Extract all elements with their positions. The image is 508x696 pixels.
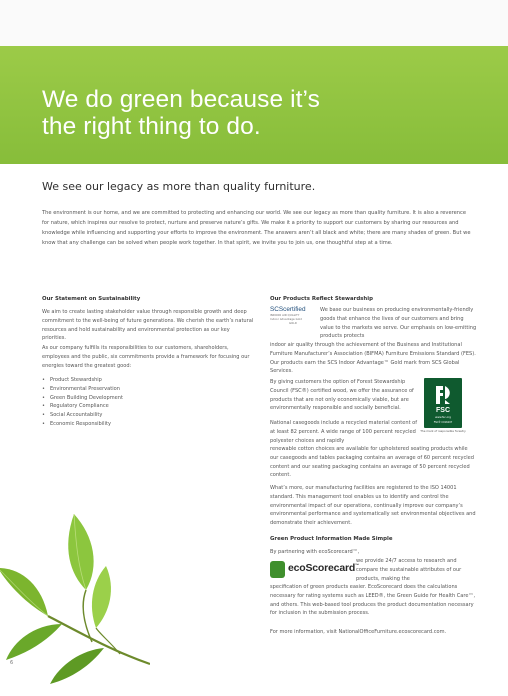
banner-line-1: We do green because it’s (42, 86, 320, 113)
banner-headline (42, 86, 482, 140)
scs-certified-logo (270, 306, 316, 324)
commitments-list (42, 376, 123, 429)
list-item: • Social Accountability (42, 411, 123, 420)
ecoscorecard-paragraph-b: we provide 24/7 access to research and compare the sustainable attributes of our products, making the (356, 558, 462, 582)
list-item: • Economic Responsibility (42, 420, 123, 429)
ecoscorecard-paragraph-a: By partnering with ecoScorecard™, (270, 549, 360, 555)
list-item: • Environmental Preservation (42, 385, 123, 394)
banner-line-2: the right thing to do. (42, 113, 261, 140)
list-item: • Green Building Development (42, 394, 123, 403)
page-number: 6 (10, 660, 14, 666)
sustainability-heading: Our Statement on Sustainability (42, 296, 141, 302)
scs-line-2: Indoor Advantage Gold (270, 318, 303, 321)
stewardship-paragraph-1b: indoor air quality through the achievement of the Business and Institutional Furniture Manufacturer’s Association (BIFMA) Furniture Emissions Standard (FES). Our products earn the SCS Indoor Advantage™ Gold mark from SCS Global Services. (270, 342, 476, 375)
list-item: • Product Stewardship (42, 376, 123, 385)
recycled-paragraph-b: renewable cotton choices are available for upholstered seating products while our casegoods and tables packaging contains an average of 60 percent recycled content and our seating packaging contains an average of 50 percent recycled content. (270, 446, 474, 479)
ecoscorecard-badge-icon (270, 561, 285, 578)
more-info-link[interactable]: For more information, visit NationalOfficeFurniture.ecoscorecard.com. (270, 629, 447, 635)
ecoscorecard-wordmark: ecoScorecard™ (288, 562, 359, 574)
stewardship-heading: Our Products Reflect Stewardship (270, 296, 373, 302)
lead-heading: We see our legacy as more than quality furniture. (42, 180, 316, 193)
stewardship-paragraph-1a: We base our business on producing environmentally-friendly goods that enhance the lives of our customers and bring value to the markets we serve. Our emphasis on low-emitting products protects (320, 307, 477, 340)
top-margin (0, 0, 508, 46)
scs-brand-mark: SCScertified (270, 306, 306, 313)
leaf-branch-illustration (0, 456, 150, 696)
iso-paragraph: What’s more, our manufacturing facilities are registered to the ISO 14001 standard. This management tool enables us to identify and control the environmental impact of our operations, continually improve our company’s environmental performance and systematically set environmental objectives and demonstrate their achievement. (270, 485, 476, 527)
ecoscorecard-logo (270, 560, 359, 580)
scs-line-3: GOLD (289, 322, 297, 325)
recycled-paragraph-a: National casegoods include a recycled material content of at least 82 percent. A wide range of 100 percent recycled polyester choices and rapidly (270, 420, 418, 444)
fsc-tree-icon (433, 384, 453, 406)
fsc-logo (424, 378, 462, 428)
fsc-caption: The mark of responsible forestry (420, 429, 466, 433)
ecoscorecard-paragraph-c: specification of green products easier. EcoScorecard does the calculations necessary for rating systems such as LEED®, the Green Guide for Health Care™, and others. This web-based tool produces the product documentation necessary for inclusion in the submission process. (270, 584, 476, 617)
list-item: • Regulatory Compliance (42, 402, 123, 411)
sustainability-paragraph-2: As our company fulfills its responsibilities to our customers, shareholders, employees and the public, six commitments provide a framework for focusing our energies toward the greatest good: (42, 345, 250, 369)
sustainability-paragraph-1: We aim to create lasting stakeholder value through responsible growth and deep commitment to the well-being of future generations. We cherish the earth’s natural resources and hold sustainability and environmental protection as our key priorities. (42, 309, 254, 342)
fsc-code: FSC® C016207 (433, 421, 453, 424)
fsc-site: www.fsc.org (435, 416, 451, 419)
fsc-paragraph: By giving customers the option of Forest Stewardship Council (FSC®) certified wood, we offer the assurance of products that are not only economically viable, but are environmentally responsible and socially beneficial. (270, 379, 414, 412)
intro-paragraph: The environment is our home, and we are committed to protecting and enhancing our world. We see our legacy as more than quality furniture. It is also a reverence for nature, which inspires our resolve to protect, nurture and preserve nature’s gifts. We make it a priority to support our customers by sharing our resources and knowledge while influencing and supporting your efforts to improve the environment. The answers aren’t all black and white; there are many shades of green. But we know that any challenge can be solved when people work together. In that spirit, we invite you to join us, one thoughtful step at a time. (42, 210, 471, 246)
fsc-name: FSC (436, 407, 450, 414)
scs-line-1: INDOOR AIR QUALITY (270, 314, 300, 317)
green-info-heading: Green Product Information Made Simple (270, 536, 393, 542)
